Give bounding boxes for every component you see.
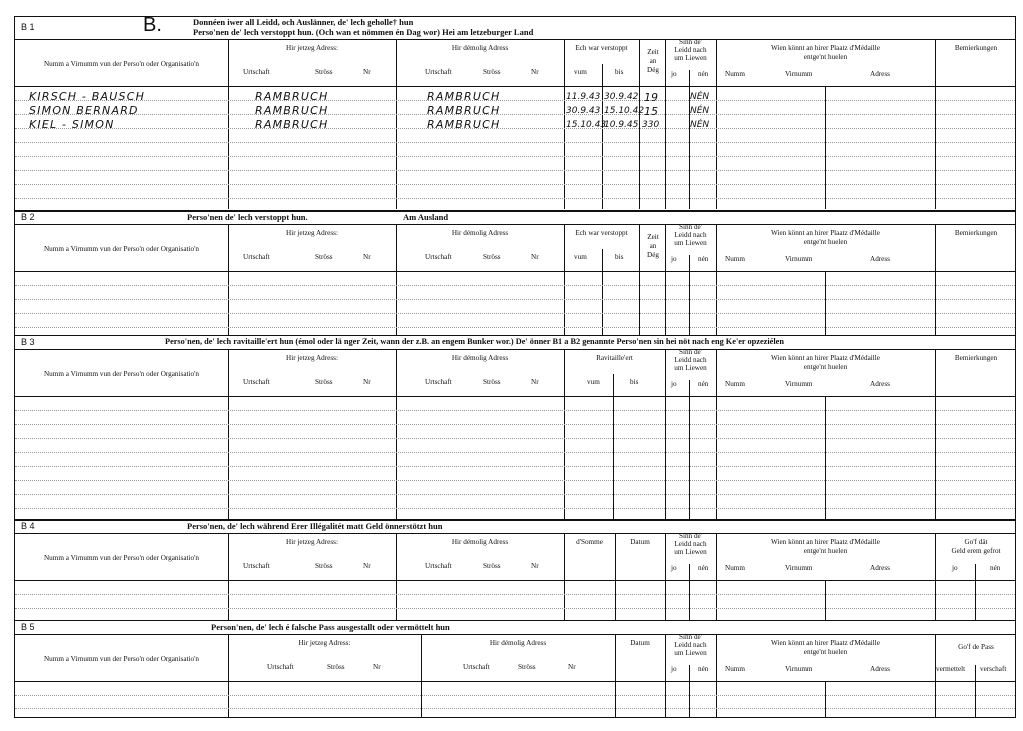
col-wien-numm: Numm xyxy=(725,255,745,263)
col-nr: Nr xyxy=(363,253,371,261)
col-nen: nén xyxy=(698,564,709,572)
col-wien-numm: Numm xyxy=(725,70,745,78)
col-wien: entge'nt huelen xyxy=(803,648,848,656)
section-b2 xyxy=(14,210,1016,336)
col-sinn: Leidd nach xyxy=(674,231,707,239)
col-nr: Nr xyxy=(568,663,576,671)
col-stross: Ströss xyxy=(315,562,333,570)
table-row-zeit: 15 xyxy=(644,105,658,118)
column-header xyxy=(15,225,1015,272)
col-wien: Wien könnt an hirer Plaatz d'Médaille xyxy=(771,538,880,546)
col-virnumm: Virnumm xyxy=(785,255,813,263)
col-zeit: Zeit xyxy=(647,233,659,241)
table-row-zeit: 19 xyxy=(644,91,658,104)
col-datum: Datum xyxy=(630,639,650,647)
col-sinn: um Liewen xyxy=(674,649,707,657)
col-nr: Nr xyxy=(373,663,381,671)
col-jetzeg: Hir jetzeg Adress: xyxy=(286,354,338,362)
col-wien: Wien könnt an hirer Plaatz d'Médaille xyxy=(771,639,880,647)
col-jetzeg: Hir jetzeg Adress: xyxy=(286,538,338,546)
col-pass: Go'f de Pass xyxy=(958,643,994,651)
section-title-line1: Donnéen iwer all Leidd, och Auslänner, de' lech geholle† hun xyxy=(193,17,414,27)
col-virnumm: Virnumm xyxy=(785,564,813,572)
col-adress: Adress xyxy=(870,665,890,673)
section-id: B 2 xyxy=(21,212,35,222)
col-vum: vum xyxy=(574,253,587,261)
section-body xyxy=(15,397,1015,521)
col-stross: Ströss xyxy=(327,663,345,671)
col-jo: jo xyxy=(671,70,677,78)
col-ravit: Ravitaille'ert xyxy=(596,354,633,362)
table-row-bis: 15.10.42 xyxy=(604,106,645,116)
col-sinn: Sinn de' xyxy=(678,532,703,540)
col-nr: Nr xyxy=(363,378,371,386)
section-title: Perso'nen, de' lech ravitaille'ert hun (émol oder lä nger Zeit, wann der z.B. an engem Bunker wor.) De' önner B1 a B2 genannte Perso'nen sin hei nöt nach eng Ke'er opzeziélen xyxy=(165,337,784,346)
section-b3-header xyxy=(15,336,1015,350)
section-title-2: Am Ausland xyxy=(403,212,449,222)
table-row-jetzeg: RAMBRUCH xyxy=(255,118,329,131)
col-wien: Wien könnt an hirer Plaatz d'Médaille xyxy=(771,44,880,52)
table-row-bis: 30.9.42 xyxy=(604,92,639,102)
col-nr: Nr xyxy=(363,562,371,570)
col-urtschaft: Urtschaft xyxy=(243,68,270,76)
section-b5-header xyxy=(15,621,1015,635)
col-adress: Adress xyxy=(870,564,890,572)
col-bemierk: Bemierkungen xyxy=(954,44,998,52)
table-row-nen: NÉN xyxy=(690,92,710,102)
col-adress: Adress xyxy=(870,380,890,388)
col-urtschaft: Urtschaft xyxy=(243,562,270,570)
col-zeit-an: an xyxy=(649,242,657,250)
table-row-vum: 30.9.43 xyxy=(566,106,601,116)
section-title: Perso'nen de' lech verstoppt hun. xyxy=(187,212,308,222)
col-wien: Wien könnt an hirer Plaatz d'Médaille xyxy=(771,354,880,362)
table-row-zeit: 330 xyxy=(642,120,660,130)
section-title: Perso'nen, de' lech während Erer Illégalitét matt Geld önnerstötzt hun xyxy=(187,521,443,531)
col-virnumm: Virnumm xyxy=(785,665,813,673)
table-row-vum: 11.9.43 xyxy=(566,92,601,102)
column-header xyxy=(15,40,1015,87)
col-vum: vum xyxy=(587,378,600,386)
table-row-bis: 10.9.45 xyxy=(604,120,639,130)
col-urtschaft: Urtschaft xyxy=(243,378,270,386)
col-sinn: Sinn de' xyxy=(678,633,703,641)
col-bis: bis xyxy=(615,253,624,261)
column-header xyxy=(15,635,1015,682)
col-numm: Numm a Virnumm vun der Perso'n oder Organisatio'n xyxy=(43,370,199,378)
table-row-vum: 15.10.43 xyxy=(566,120,607,130)
col-gof: Geld erem gefrot xyxy=(951,547,1001,555)
section-letter: B. xyxy=(143,14,162,36)
section-id: B 3 xyxy=(21,337,35,347)
col-demolig: Hir démolig Adress xyxy=(451,354,509,362)
col-bemierk: Bemierkungen xyxy=(954,229,998,237)
section-b4-header xyxy=(15,520,1015,534)
col-urtschaft: Urtschaft xyxy=(425,253,452,261)
col-sinn: Leidd nach xyxy=(674,540,707,548)
col-demolig: Hir démolig Adress xyxy=(451,229,509,237)
col-zeit-deg: Dég xyxy=(647,251,659,259)
col-numm: Numm a Virnumm vun der Perso'n oder Organisatio'n xyxy=(43,60,199,68)
section-b2-header xyxy=(15,211,1015,225)
section-id: B 5 xyxy=(21,622,35,632)
col-nr: Nr xyxy=(363,68,371,76)
section-b1 xyxy=(14,16,1016,212)
table-row-nen: NÉN xyxy=(690,106,710,116)
col-bis: bis xyxy=(630,378,639,386)
col-urtschaft: Urtschaft xyxy=(425,378,452,386)
col-stross: Ströss xyxy=(315,378,333,386)
section-body xyxy=(15,581,1015,621)
col-jo: jo xyxy=(671,564,677,572)
col-jetzeg: Hir jetzeg Adress: xyxy=(298,639,351,647)
col-virnumm: Virnumm xyxy=(785,380,813,388)
col-zeit: Zeit xyxy=(647,48,659,56)
table-row-jetzeg: RAMBRUCH xyxy=(255,90,329,103)
col-jo: jo xyxy=(671,255,677,263)
col-wien: entge'nt huelen xyxy=(803,238,848,246)
col-wien: Wien könnt an hirer Plaatz d'Médaille xyxy=(771,229,880,237)
col-zeit-deg: Dég xyxy=(647,66,659,74)
col-demolig: Hir démolig Adress xyxy=(489,639,547,647)
col-stross: Ströss xyxy=(518,663,536,671)
col-urtschaft: Urtschaft xyxy=(425,562,452,570)
col-vermettelt: vermettelt xyxy=(936,665,966,673)
col-urtschaft: Urtschaft xyxy=(243,253,270,261)
col-numm: Numm a Virnumm vun der Perso'n oder Organisatio'n xyxy=(43,554,199,562)
col-urtschaft: Urtschaft xyxy=(425,68,452,76)
col-jo: jo xyxy=(671,665,677,673)
section-body xyxy=(15,682,1015,718)
col-sinn: Sinn de' xyxy=(678,348,703,356)
col-adress: Adress xyxy=(870,70,890,78)
col-datum: Datum xyxy=(630,538,650,546)
col-somme: d'Somme xyxy=(576,538,603,546)
section-b3 xyxy=(14,335,1016,521)
section-body xyxy=(15,272,1015,336)
col-jo: jo xyxy=(671,380,677,388)
col-bis: bis xyxy=(615,68,624,76)
col-wien: entge'nt huelen xyxy=(803,363,848,371)
col-stross: Ströss xyxy=(483,68,501,76)
col-numm: Numm a Virnumm vun der Perso'n oder Organisatio'n xyxy=(43,245,199,253)
col-gof: Go'f dät xyxy=(964,538,988,546)
col-sinn: um Liewen xyxy=(674,239,707,247)
col-sinn: Leidd nach xyxy=(674,356,707,364)
table-row-demolig: RAMBRUCH xyxy=(427,118,501,131)
col-sinn: Sinn de' xyxy=(678,38,703,46)
col-zeit-an: an xyxy=(649,57,657,65)
section-title-line2: Perso'nen de' lech verstoppt hun. (Och wan et nömmen én Dag wor) Hei am letzeburger Land xyxy=(193,27,534,37)
col-wien-numm: Numm xyxy=(725,665,745,673)
col-wien: entge'nt huelen xyxy=(803,53,848,61)
table-row-demolig: RAMBRUCH xyxy=(427,104,501,117)
col-stross: Ströss xyxy=(315,68,333,76)
section-b1-header xyxy=(15,14,1015,40)
col-nen: nén xyxy=(698,255,709,263)
col-nen: nén xyxy=(698,380,709,388)
col-nen: nén xyxy=(990,564,1001,572)
col-bemierk: Bemierkungen xyxy=(954,354,998,362)
table-row-demolig: RAMBRUCH xyxy=(427,90,501,103)
col-sinn: Sinn de' xyxy=(678,223,703,231)
col-sinn: um Liewen xyxy=(674,364,707,372)
col-jetzeg: Hir jetzeg Adress: xyxy=(286,229,338,237)
col-vum: vum xyxy=(574,68,587,76)
section-b4 xyxy=(14,519,1016,621)
col-nen: nén xyxy=(698,70,709,78)
col-sinn: Leidd nach xyxy=(674,46,707,54)
table-row-jetzeg: RAMBRUCH xyxy=(255,104,329,117)
col-stross: Ströss xyxy=(483,253,501,261)
col-sinn: um Liewen xyxy=(674,548,707,556)
col-nr: Nr xyxy=(531,378,539,386)
section-id: B 4 xyxy=(21,521,35,531)
column-header xyxy=(15,534,1015,581)
col-urtschaft: Urtschaft xyxy=(463,663,490,671)
col-nen: nén xyxy=(698,665,709,673)
col-sinn: Leidd nach xyxy=(674,641,707,649)
col-wien-numm: Numm xyxy=(725,380,745,388)
col-wien-numm: Numm xyxy=(725,564,745,572)
section-body xyxy=(15,87,1015,209)
col-nr: Nr xyxy=(531,68,539,76)
section-b5 xyxy=(14,620,1016,718)
col-stross: Ströss xyxy=(315,253,333,261)
table-row-name: SIMON BERNARD xyxy=(29,104,139,117)
col-nr: Nr xyxy=(531,253,539,261)
col-stross: Ströss xyxy=(483,562,501,570)
col-virnumm: Virnumm xyxy=(785,70,813,78)
col-sinn: um Liewen xyxy=(674,54,707,62)
col-stross: Ströss xyxy=(483,378,501,386)
col-verstoppt: Ech war verstoppt xyxy=(575,44,628,52)
col-jetzeg: Hir jetzeg Adress: xyxy=(286,44,338,52)
col-nr: Nr xyxy=(531,562,539,570)
section-id: B 1 xyxy=(21,22,35,32)
col-demolig: Hir démolig Adress xyxy=(451,44,509,52)
col-adress: Adress xyxy=(870,255,890,263)
col-wien: entge'nt huelen xyxy=(803,547,848,555)
table-row-nen: NÉN xyxy=(690,120,710,130)
col-demolig: Hir démolig Adress xyxy=(451,538,509,546)
table-row-name: KIRSCH - BAUSCH xyxy=(29,90,146,103)
col-urtschaft: Urtschaft xyxy=(267,663,294,671)
section-title: Person'nen, de' lech é falsche Pass ausgestallt oder vermöttelt hun xyxy=(211,622,450,632)
table-row-name: KIEL - SIMON xyxy=(29,118,115,131)
col-verschaft: verschaft xyxy=(980,665,1007,673)
col-jo: jo xyxy=(952,564,958,572)
col-numm: Numm a Virnumm vun der Perso'n oder Organisatio'n xyxy=(43,655,199,663)
column-header xyxy=(15,350,1015,397)
col-verstoppt: Ech war verstoppt xyxy=(575,229,628,237)
